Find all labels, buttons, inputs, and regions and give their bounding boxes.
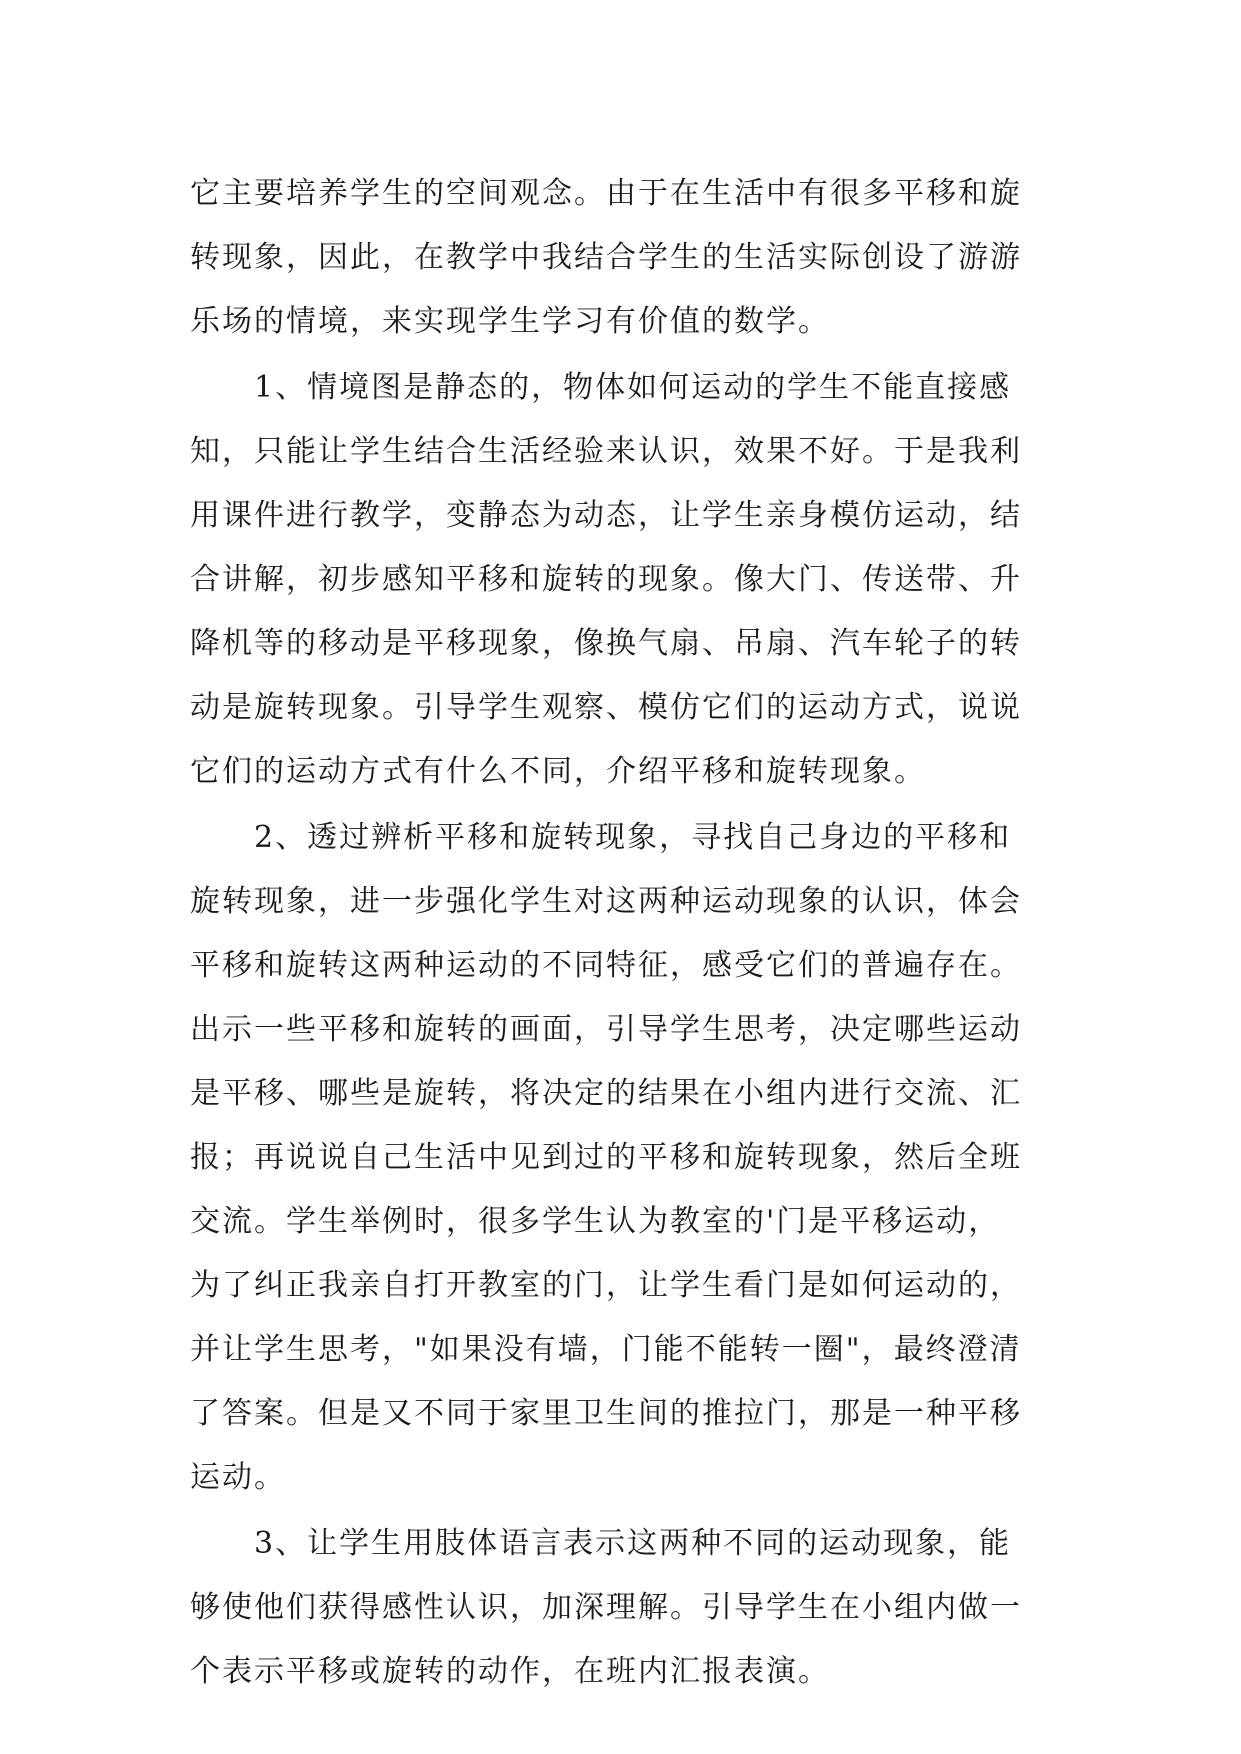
text-line: 为了纠正我亲自打开教室的门，让学生看门是如何运动的，: [190, 1268, 1022, 1303]
text-line: 它们的运动方式有什么不同，介绍平移和旋转现象。: [190, 754, 926, 789]
text-line: 出示一些平移和旋转的画面，引导学生思考，决定哪些运动: [190, 1012, 1022, 1047]
text-line: 3、让学生用肢体语言表示这两种不同的运动现象，能: [190, 1526, 1012, 1561]
text-line: 1、情境图是静态的，物体如何运动的学生不能直接感: [190, 370, 1012, 405]
text-line: 用课件进行教学，变静态为动态，让学生亲身模仿运动，结: [190, 498, 1022, 533]
text-line: 旋转现象，进一步强化学生对这两种运动现象的认识，体会: [190, 884, 1022, 919]
text-line: 转现象，因此，在教学中我结合学生的生活实际创设了游游: [190, 240, 1022, 275]
text-line: 够使他们获得感性认识，加深理解。引导学生在小组内做一: [190, 1590, 1022, 1625]
text-line: 2、透过辨析平移和旋转现象，寻找自己身边的平移和: [190, 820, 1012, 855]
text-line: 报；再说说自己生活中见到过的平移和旋转现象，然后全班: [190, 1140, 1022, 1175]
text-line: 了答案。但是又不同于家里卫生间的推拉门，那是一种平移: [190, 1396, 1022, 1431]
text-line: 并让学生思考，"如果没有墙，门能不能转一圈"，最终澄清: [190, 1332, 1022, 1367]
body-text: [190, 162, 1060, 1704]
paragraph-3: [190, 1512, 1060, 1704]
text-line: 运动。: [190, 1460, 286, 1495]
text-line: 知，只能让学生结合生活经验来认识，效果不好。于是我利: [190, 434, 1022, 469]
text-line: 降机等的移动是平移现象，像换气扇、吊扇、汽车轮子的转: [190, 626, 1022, 661]
text-line: 动是旋转现象。引导学生观察、模仿它们的运动方式，说说: [190, 690, 1022, 725]
text-line: 是平移、哪些是旋转，将决定的结果在小组内进行交流、汇: [190, 1076, 1022, 1111]
text-line: 交流。学生举例时，很多学生认为教室的'门是平移运动，: [190, 1204, 1001, 1239]
text-line: 个表示平移或旋转的动作，在班内汇报表演。: [190, 1654, 830, 1689]
text-line: 乐场的情境，来实现学生学习有价值的数学。: [190, 304, 830, 339]
text-line: 平移和旋转这两种运动的不同特征，感受它们的普遍存在。: [190, 948, 1022, 983]
text-line: 它主要培养学生的空间观念。由于在生活中有很多平移和旋: [190, 176, 1022, 211]
paragraph-2: [190, 806, 1060, 1510]
paragraph-1: [190, 356, 1060, 804]
text-line: 合讲解，初步感知平移和旋转的现象。像大门、传送带、升: [190, 562, 1022, 597]
paragraph-intro: [190, 162, 1060, 354]
